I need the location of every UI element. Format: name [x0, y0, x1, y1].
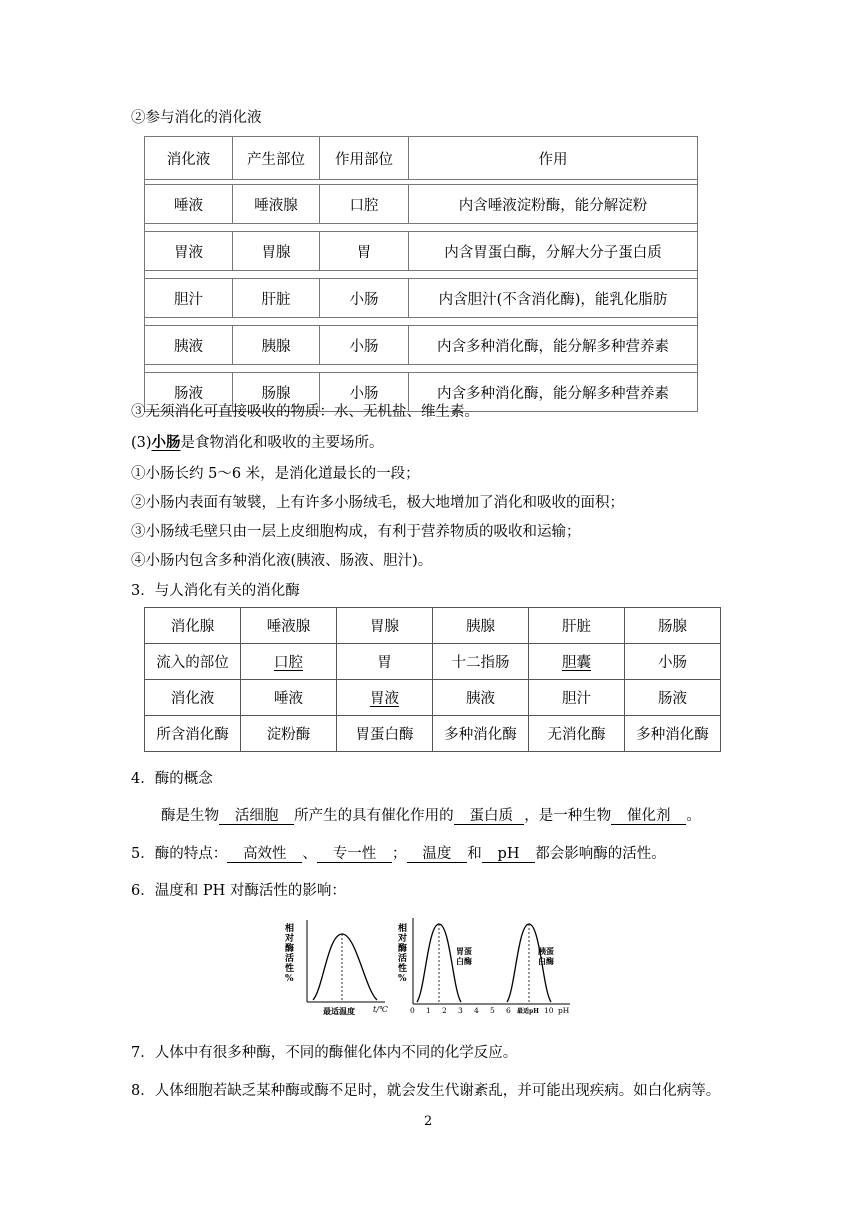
table-cell: 流入的部位	[145, 644, 241, 680]
answer-blank	[407, 846, 468, 863]
table-cell: 内含多种消化酶，能分解多种营养素	[437, 338, 669, 355]
table-cell: 胰腺	[433, 608, 529, 644]
pepsin-label: 胃蛋 白酶	[456, 946, 472, 966]
paragraph-text: 5．酶的特点：	[131, 846, 228, 862]
answer-text: 活细胞	[234, 808, 279, 824]
table-cell: 消化腺	[145, 608, 241, 644]
paragraph-text: ，是一种生物	[524, 808, 612, 824]
table-cell: 胃液	[145, 232, 233, 270]
section-title-enzyme-concept: 4．酶的概念	[131, 771, 213, 787]
digestive-enzyme-table	[144, 607, 721, 752]
answer-blank	[482, 846, 536, 863]
table-cell: 胰液	[433, 680, 529, 716]
paragraph-text: 所产生的具有催化作用的	[294, 808, 454, 824]
table-cell: 胃腺	[233, 232, 320, 270]
table-cell: 内含胃蛋白酶，分解大分子蛋白质	[444, 244, 662, 261]
table-cell: 唾液	[241, 680, 337, 716]
table-cell: 唾液腺	[241, 608, 337, 644]
table-cell: 口腔	[320, 185, 409, 223]
trypsin-label: 胰蛋 白酶	[538, 946, 554, 966]
paragraph-enzyme-concept	[161, 804, 701, 825]
table-cell	[337, 680, 433, 716]
table-cell: 多种消化酶	[625, 716, 721, 752]
table-cell: 十二指肠	[433, 644, 529, 680]
answer-text: pH	[497, 846, 520, 862]
answer-blank	[611, 808, 686, 825]
ph-activity-graph	[398, 914, 578, 1022]
header-cell: 产生部位	[233, 137, 320, 179]
table-cell: 唾液	[145, 185, 233, 223]
header-cell: 作用	[538, 151, 568, 168]
paragraph-text: 都会影响酶的活性。	[535, 846, 666, 862]
table-cell	[529, 644, 625, 680]
paragraph-no-digestion: ③无须消化可直接吸收的物质：水、无机盐、维生素。	[131, 404, 479, 420]
table-cell: 肠液	[625, 680, 721, 716]
answer-text: 专一性	[332, 846, 377, 862]
paragraph-enzyme-types: 7．人体中有很多种酶，不同的酶催化体内不同的化学反应。	[131, 1045, 518, 1061]
table-row	[145, 644, 721, 680]
activity-curve	[313, 934, 377, 1000]
paragraph-enzyme-features	[131, 842, 666, 863]
table-cell: 小肠	[320, 279, 409, 317]
graph-y-label: 相 对 酶 活 性 %	[398, 924, 408, 984]
item-number: (3)	[131, 435, 152, 451]
digestive-juice-table	[144, 136, 698, 412]
answer-text: 胆囊	[562, 655, 591, 671]
table-cell: 所含消化酶	[145, 716, 241, 752]
list-item: ④小肠内包含多种消化液(胰液、肠液、胆汁)。	[131, 553, 433, 569]
table-cell: 消化液	[145, 680, 241, 716]
list-item: ②小肠内表面有皱襞，上有许多小肠绒毛，极大地增加了消化和吸收的面积；	[131, 495, 624, 511]
table-cell: 小肠	[320, 326, 409, 364]
paragraph-text: 和	[467, 846, 482, 862]
graph-x-ticks: 0 1 2 3 4 5 6 最适pH 10 pH	[410, 1006, 570, 1015]
table-cell: 小肠	[320, 373, 409, 411]
table-cell: 多种消化酶	[433, 716, 529, 752]
paragraph-text: ；	[392, 846, 407, 862]
table-cell: 肝脏	[529, 608, 625, 644]
table-cell: 唾液腺	[233, 185, 320, 223]
paragraph-text: 酶是生物	[161, 808, 219, 824]
paragraph-text: 。	[686, 808, 701, 824]
graph-y-label: 相 对 酶 活 性 %	[285, 924, 295, 984]
table-cell: 内含唾液淀粉酶，能分解淀粉	[458, 197, 648, 214]
table-cell: 肠腺	[233, 373, 320, 411]
table-cell: 肠液	[145, 373, 233, 411]
header-cell: 作用部位	[320, 137, 409, 179]
pepsin-curve	[417, 924, 461, 1002]
answer-text: 口腔	[274, 655, 303, 671]
paragraph-enzyme-deficiency: 8．人体细胞若缺乏某种酶或酶不足时，就会发生代谢紊乱，并可能出现疾病。如白化病等。	[131, 1083, 721, 1099]
table-cell: 胃	[337, 644, 433, 680]
answer-text: 胃液	[370, 691, 399, 707]
table-cell: 肝脏	[233, 279, 320, 317]
paragraph-small-intestine	[131, 431, 384, 452]
table-row	[145, 278, 697, 318]
table-row	[145, 184, 697, 224]
answer-blank	[219, 808, 294, 825]
table-cell: 内含胆汁(不含消化酶)，能乳化脂肪	[438, 291, 668, 308]
page-number: 2	[424, 1114, 433, 1129]
table-cell: 肠腺	[625, 608, 721, 644]
table-row	[145, 716, 721, 752]
table-cell: 胰液	[145, 326, 233, 364]
table-row	[145, 325, 697, 365]
table-row	[145, 608, 721, 644]
answer-text: 温度	[422, 846, 452, 862]
table-row	[145, 680, 721, 716]
graph-x-label: 最适温度	[323, 1006, 355, 1016]
table-cell: 淀粉酶	[241, 716, 337, 752]
table-row	[145, 231, 697, 271]
table-cell: 胰腺	[233, 326, 320, 364]
temperature-activity-graph	[285, 914, 395, 1022]
section-title-digestive-juices: ②参与消化的消化液	[131, 110, 262, 126]
paragraph-text: 是食物消化和吸收的主要场所。	[180, 435, 384, 451]
graph-x-unit: t/℃	[373, 1005, 388, 1014]
table-cell: 内含多种消化酶，能分解多种营养素	[437, 385, 669, 402]
table-cell: 胃	[320, 232, 409, 270]
keyword-small-intestine: 小肠	[151, 434, 181, 451]
table-cell: 小肠	[625, 644, 721, 680]
paragraph-text: 、	[302, 846, 317, 862]
table-cell: 胃蛋白酶	[337, 716, 433, 752]
answer-blank	[454, 808, 525, 825]
list-item: ①小肠长约 5～6 米，是消化道最长的一段；	[131, 466, 420, 482]
section-title-enzymes: 3．与人消化有关的消化酶	[131, 583, 300, 599]
table-cell	[241, 644, 337, 680]
table-cell: 胆汁	[529, 680, 625, 716]
header-cell: 消化液	[145, 137, 233, 179]
table-cell: 胃腺	[337, 608, 433, 644]
list-item: ③小肠绒毛壁只由一层上皮细胞构成，有利于营养物质的吸收和运输；	[131, 524, 581, 540]
answer-text: 高效性	[243, 846, 287, 862]
table-header-row	[145, 136, 697, 180]
table-cell: 无消化酶	[529, 716, 625, 752]
section-title-enzyme-activity: 6．温度和 PH 对酶活性的影响：	[131, 883, 346, 899]
answer-blank	[227, 846, 302, 863]
table-cell: 胆汁	[145, 279, 233, 317]
answer-text: 催化剂	[627, 808, 671, 824]
answer-text: 蛋白质	[469, 808, 513, 824]
answer-blank	[317, 846, 392, 863]
